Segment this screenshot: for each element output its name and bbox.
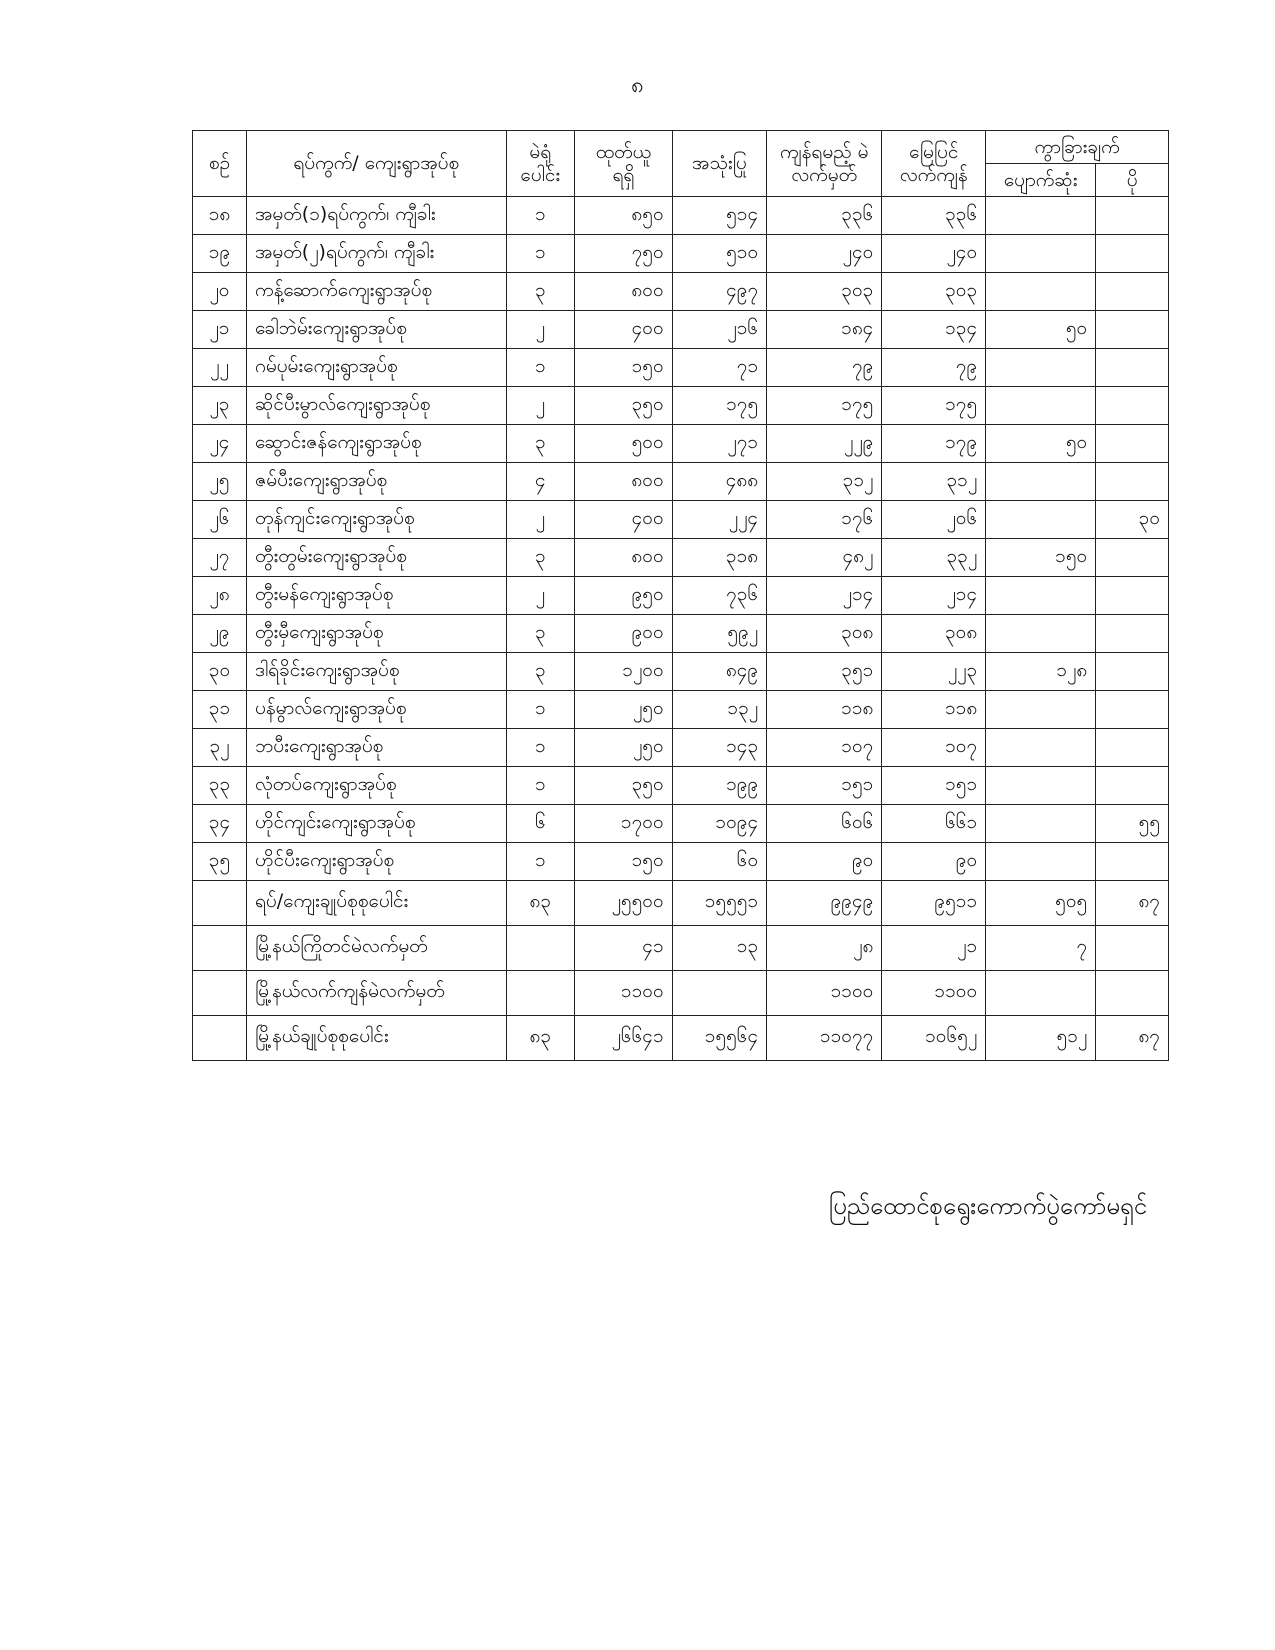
booths-cell: ၃ bbox=[506, 615, 575, 653]
booths-cell: ၈၃ bbox=[506, 881, 575, 926]
returned-cell: ၂၄၀ bbox=[882, 235, 986, 273]
returned-cell: ၃၃၆ bbox=[882, 197, 986, 235]
ward-village-cell: တွီးမှီကျေးရွာအုပ်စု bbox=[246, 615, 506, 653]
ward-village-cell: ပန်မွာလ်ကျေးရွာအုပ်စု bbox=[246, 691, 506, 729]
remaining-cell: ၉၀ bbox=[767, 843, 882, 881]
booths-cell: ၁ bbox=[506, 235, 575, 273]
remaining-cell: ၃၁၂ bbox=[767, 463, 882, 501]
booths-cell: ၂ bbox=[506, 577, 575, 615]
remaining-cell: ၁၁၀၇၇ bbox=[767, 1016, 882, 1061]
ward-village-cell: ခေါဘဲမ်းကျေးရွာအုပ်စု bbox=[246, 311, 506, 349]
serial-cell: ၁၉ bbox=[193, 235, 247, 273]
booths-cell: ၁ bbox=[506, 767, 575, 805]
table-row bbox=[193, 539, 1169, 577]
returned-cell: ၁၁၈ bbox=[882, 691, 986, 729]
table-row bbox=[193, 729, 1169, 767]
missing-cell bbox=[986, 805, 1096, 843]
excess-cell: ၃၀ bbox=[1096, 501, 1169, 539]
issued-cell: ၉၅၀ bbox=[575, 577, 673, 615]
returned-cell: ၇၉ bbox=[882, 349, 986, 387]
returned-cell: ၃၀၃ bbox=[882, 273, 986, 311]
issued-cell: ၁၇၀၀ bbox=[575, 805, 673, 843]
ward-village-cell: ဟိုင်ကျင်းကျေးရွာအုပ်စု bbox=[246, 805, 506, 843]
booths-cell bbox=[506, 926, 575, 971]
booths-cell: ၆ bbox=[506, 805, 575, 843]
excess-cell bbox=[1096, 311, 1169, 349]
missing-cell: ၅၀ bbox=[986, 425, 1096, 463]
missing-cell bbox=[986, 197, 1096, 235]
table-row bbox=[193, 197, 1169, 235]
table-row bbox=[193, 653, 1169, 691]
remaining-cell: ၂၂၉ bbox=[767, 425, 882, 463]
total-row bbox=[193, 926, 1169, 971]
returned-cell: ၃၀၈ bbox=[882, 615, 986, 653]
booths-cell: ၁ bbox=[506, 843, 575, 881]
remaining-cell: ၂၄၀ bbox=[767, 235, 882, 273]
used-cell: ၁၄၃ bbox=[672, 729, 766, 767]
excess-cell bbox=[1096, 971, 1169, 1016]
missing-cell bbox=[986, 387, 1096, 425]
header-difference: ကွာခြားချက် bbox=[986, 131, 1169, 164]
total-row bbox=[193, 1016, 1169, 1061]
used-cell: ၄၈၈ bbox=[672, 463, 766, 501]
header-booths: မဲရုံ ပေါင်း bbox=[506, 131, 575, 197]
booths-cell: ၁ bbox=[506, 197, 575, 235]
ward-village-cell: ကန့်ဆောက်ကျေးရွာအုပ်စု bbox=[246, 273, 506, 311]
excess-cell bbox=[1096, 235, 1169, 273]
remaining-cell: ၇၉ bbox=[767, 349, 882, 387]
remaining-cell: ၉၉၄၉ bbox=[767, 881, 882, 926]
missing-cell bbox=[986, 843, 1096, 881]
remaining-cell: ၃၃၆ bbox=[767, 197, 882, 235]
issued-cell: ၇၅၀ bbox=[575, 235, 673, 273]
serial-cell: ၃၀ bbox=[193, 653, 247, 691]
used-cell: ၁၀၉၄ bbox=[672, 805, 766, 843]
returned-cell: ၉၀ bbox=[882, 843, 986, 881]
missing-cell bbox=[986, 463, 1096, 501]
remaining-cell: ၂၁၄ bbox=[767, 577, 882, 615]
issued-cell: ၄၁ bbox=[575, 926, 673, 971]
table-row bbox=[193, 501, 1169, 539]
serial-cell bbox=[193, 881, 247, 926]
issued-cell: ၁၅၀ bbox=[575, 843, 673, 881]
returned-cell: ၁၁၀၀ bbox=[882, 971, 986, 1016]
returned-cell: ၁၅၁ bbox=[882, 767, 986, 805]
used-cell: ၆၀ bbox=[672, 843, 766, 881]
ward-village-cell: ဇမ်ပီးကျေးရွာအုပ်စု bbox=[246, 463, 506, 501]
used-cell: ၅၁၄ bbox=[672, 197, 766, 235]
returned-cell: ၁၀၆၅၂ bbox=[882, 1016, 986, 1061]
missing-cell: ၅၀ bbox=[986, 311, 1096, 349]
issued-cell: ၅၀၀ bbox=[575, 425, 673, 463]
serial-cell: ၂၉ bbox=[193, 615, 247, 653]
page-number: ၈ bbox=[631, 73, 644, 98]
serial-cell: ၃၄ bbox=[193, 805, 247, 843]
used-cell: ၇၁ bbox=[672, 349, 766, 387]
missing-cell bbox=[986, 501, 1096, 539]
signature-text: ပြည်ထောင်စုရွေးကောက်ပွဲကော်မရှင် bbox=[829, 1192, 1147, 1220]
header-remaining-ballots: ကျန်ရမည့် မဲလက်မှတ် bbox=[767, 131, 882, 197]
serial-cell: ၂၃ bbox=[193, 387, 247, 425]
ward-village-cell: မြို့နယ်လက်ကျန်မဲလက်မှတ် bbox=[246, 971, 506, 1016]
table-row bbox=[193, 691, 1169, 729]
missing-cell bbox=[986, 729, 1096, 767]
issued-cell: ၈၀၀ bbox=[575, 463, 673, 501]
ward-village-cell: ရပ်/ကျေးချုပ်စုစုပေါင်း bbox=[246, 881, 506, 926]
ward-village-cell: တွီးတွမ်းကျေးရွာအုပ်စု bbox=[246, 539, 506, 577]
table-row bbox=[193, 463, 1169, 501]
ballot-tally-table bbox=[192, 130, 1169, 1061]
serial-cell bbox=[193, 926, 247, 971]
header-missing: ပျောက်ဆုံး bbox=[986, 164, 1096, 197]
used-cell: ၂၇၁ bbox=[672, 425, 766, 463]
excess-cell bbox=[1096, 273, 1169, 311]
ward-village-cell: အမှတ်(၁)ရပ်ကွက်၊ ကျီခါး bbox=[246, 197, 506, 235]
excess-cell bbox=[1096, 425, 1169, 463]
issued-cell: ၁၂၀၀ bbox=[575, 653, 673, 691]
issued-cell: ၄၀၀ bbox=[575, 501, 673, 539]
table-row bbox=[193, 577, 1169, 615]
table-row bbox=[193, 767, 1169, 805]
missing-cell: ၅၀၅ bbox=[986, 881, 1096, 926]
header-ward-village: ရပ်ကွက်/ ကျေးရွာအုပ်စု bbox=[246, 131, 506, 197]
issued-cell: ၁၅၀ bbox=[575, 349, 673, 387]
excess-cell: ၈၇ bbox=[1096, 881, 1169, 926]
serial-cell: ၂၈ bbox=[193, 577, 247, 615]
excess-cell bbox=[1096, 615, 1169, 653]
ward-village-cell: ဆိုင်ပီးမွာလ်ကျေးရွာအုပ်စု bbox=[246, 387, 506, 425]
missing-cell bbox=[986, 235, 1096, 273]
remaining-cell: ၁၇၅ bbox=[767, 387, 882, 425]
returned-cell: ၂၀၆ bbox=[882, 501, 986, 539]
excess-cell bbox=[1096, 691, 1169, 729]
used-cell: ၁၃ bbox=[672, 926, 766, 971]
remaining-cell: ၁၈၄ bbox=[767, 311, 882, 349]
table-row bbox=[193, 387, 1169, 425]
table-row bbox=[193, 615, 1169, 653]
table-row bbox=[193, 425, 1169, 463]
used-cell: ၅၉၂ bbox=[672, 615, 766, 653]
ward-village-cell: ဘပီးကျေးရွာအုပ်စု bbox=[246, 729, 506, 767]
returned-cell: ၂၁ bbox=[882, 926, 986, 971]
used-cell: ၅၁၀ bbox=[672, 235, 766, 273]
table-row bbox=[193, 843, 1169, 881]
remaining-cell: ၁၁၀၀ bbox=[767, 971, 882, 1016]
remaining-cell: ၁၅၁ bbox=[767, 767, 882, 805]
booths-cell bbox=[506, 971, 575, 1016]
table-header bbox=[193, 131, 1169, 197]
booths-cell: ၁ bbox=[506, 729, 575, 767]
header-used: အသုံးပြု bbox=[672, 131, 766, 197]
serial-cell: ၂၂ bbox=[193, 349, 247, 387]
serial-cell: ၂၇ bbox=[193, 539, 247, 577]
excess-cell bbox=[1096, 653, 1169, 691]
serial-cell: ၂၀ bbox=[193, 273, 247, 311]
used-cell: ၃၁၈ bbox=[672, 539, 766, 577]
excess-cell bbox=[1096, 539, 1169, 577]
booths-cell: ၁ bbox=[506, 691, 575, 729]
serial-cell: ၃၂ bbox=[193, 729, 247, 767]
ward-village-cell: တုန်ကျင်းကျေးရွာအုပ်စု bbox=[246, 501, 506, 539]
header-returned: မြေပြင် လက်ကျန် bbox=[882, 131, 986, 197]
used-cell: ၁၉၉ bbox=[672, 767, 766, 805]
used-cell bbox=[672, 971, 766, 1016]
serial-cell: ၃၃ bbox=[193, 767, 247, 805]
issued-cell: ၂၅၅၀၀ bbox=[575, 881, 673, 926]
serial-cell: ၂၁ bbox=[193, 311, 247, 349]
booths-cell: ၂ bbox=[506, 387, 575, 425]
remaining-cell: ၆၀၆ bbox=[767, 805, 882, 843]
returned-cell: ၆၆၁ bbox=[882, 805, 986, 843]
excess-cell: ၅၅ bbox=[1096, 805, 1169, 843]
used-cell: ၁၅၅၅၁ bbox=[672, 881, 766, 926]
ward-village-cell: လုံတပ်ကျေးရွာအုပ်စု bbox=[246, 767, 506, 805]
booths-cell: ၃ bbox=[506, 273, 575, 311]
header-issued: ထုတ်ယူ ရရှိ bbox=[575, 131, 673, 197]
remaining-cell: ၃၅၁ bbox=[767, 653, 882, 691]
ward-village-cell: ဟိုင်ပီးကျေးရွာအုပ်စု bbox=[246, 843, 506, 881]
serial-cell: ၁၈ bbox=[193, 197, 247, 235]
used-cell: ၁၇၅ bbox=[672, 387, 766, 425]
booths-cell: ၃ bbox=[506, 425, 575, 463]
used-cell: ၇၃၆ bbox=[672, 577, 766, 615]
remaining-cell: ၂၈ bbox=[767, 926, 882, 971]
ward-village-cell: ဆွောင်းဇန်ကျေးရွာအုပ်စု bbox=[246, 425, 506, 463]
used-cell: ၈၄၉ bbox=[672, 653, 766, 691]
table-row bbox=[193, 805, 1169, 843]
header-excess: ပို bbox=[1096, 164, 1169, 197]
issued-cell: ၁၁၀၀ bbox=[575, 971, 673, 1016]
ward-village-cell: ဒါရ်ခိုင်းကျေးရွာအုပ်စု bbox=[246, 653, 506, 691]
serial-cell: ၂၄ bbox=[193, 425, 247, 463]
used-cell: ၁၅၅၆၄ bbox=[672, 1016, 766, 1061]
issued-cell: ၃၅၀ bbox=[575, 387, 673, 425]
missing-cell bbox=[986, 971, 1096, 1016]
excess-cell bbox=[1096, 463, 1169, 501]
excess-cell bbox=[1096, 577, 1169, 615]
table-row bbox=[193, 311, 1169, 349]
booths-cell: ၂ bbox=[506, 311, 575, 349]
returned-cell: ၁၇၉ bbox=[882, 425, 986, 463]
returned-cell: ၁၇၅ bbox=[882, 387, 986, 425]
ward-village-cell: မြို့နယ်ကြိုတင်မဲလက်မှတ် bbox=[246, 926, 506, 971]
returned-cell: ၉၅၁၁ bbox=[882, 881, 986, 926]
missing-cell: ၁၂၈ bbox=[986, 653, 1096, 691]
remaining-cell: ၄၈၂ bbox=[767, 539, 882, 577]
remaining-cell: ၃၀၃ bbox=[767, 273, 882, 311]
remaining-cell: ၃၀၈ bbox=[767, 615, 882, 653]
remaining-cell: ၁၀၇ bbox=[767, 729, 882, 767]
ward-village-cell: တွီးမန်ကျေးရွာအုပ်စု bbox=[246, 577, 506, 615]
returned-cell: ၃၁၂ bbox=[882, 463, 986, 501]
returned-cell: ၂၂၃ bbox=[882, 653, 986, 691]
remaining-cell: ၁၇၆ bbox=[767, 501, 882, 539]
excess-cell bbox=[1096, 349, 1169, 387]
returned-cell: ၂၁၄ bbox=[882, 577, 986, 615]
missing-cell bbox=[986, 767, 1096, 805]
table-row bbox=[193, 235, 1169, 273]
serial-cell: ၂၆ bbox=[193, 501, 247, 539]
booths-cell: ၈၃ bbox=[506, 1016, 575, 1061]
booths-cell: ၄ bbox=[506, 463, 575, 501]
issued-cell: ၈၀၀ bbox=[575, 273, 673, 311]
missing-cell bbox=[986, 349, 1096, 387]
issued-cell: ၃၅၀ bbox=[575, 767, 673, 805]
returned-cell: ၁၀၇ bbox=[882, 729, 986, 767]
total-row bbox=[193, 881, 1169, 926]
ward-village-cell: မြို့နယ်ချုပ်စုစုပေါင်း bbox=[246, 1016, 506, 1061]
issued-cell: ၄၀၀ bbox=[575, 311, 673, 349]
table-row bbox=[193, 273, 1169, 311]
serial-cell bbox=[193, 971, 247, 1016]
excess-cell: ၈၇ bbox=[1096, 1016, 1169, 1061]
missing-cell: ၇ bbox=[986, 926, 1096, 971]
excess-cell bbox=[1096, 843, 1169, 881]
missing-cell bbox=[986, 691, 1096, 729]
remaining-cell: ၁၁၈ bbox=[767, 691, 882, 729]
issued-cell: ၈၀၀ bbox=[575, 539, 673, 577]
excess-cell bbox=[1096, 729, 1169, 767]
booths-cell: ၃ bbox=[506, 653, 575, 691]
issued-cell: ၈၅၀ bbox=[575, 197, 673, 235]
missing-cell bbox=[986, 615, 1096, 653]
serial-cell: ၃၁ bbox=[193, 691, 247, 729]
ward-village-cell: ဂမ်ပုမ်းကျေးရွာအုပ်စု bbox=[246, 349, 506, 387]
serial-cell: ၂၅ bbox=[193, 463, 247, 501]
returned-cell: ၃၃၂ bbox=[882, 539, 986, 577]
missing-cell: ၅၁၂ bbox=[986, 1016, 1096, 1061]
issued-cell: ၂၅၀ bbox=[575, 729, 673, 767]
serial-cell bbox=[193, 1016, 247, 1061]
used-cell: ၂၁၆ bbox=[672, 311, 766, 349]
excess-cell bbox=[1096, 387, 1169, 425]
used-cell: ၁၃၂ bbox=[672, 691, 766, 729]
returned-cell: ၁၃၄ bbox=[882, 311, 986, 349]
used-cell: ၄၉၇ bbox=[672, 273, 766, 311]
table-body bbox=[193, 197, 1169, 1061]
missing-cell bbox=[986, 273, 1096, 311]
excess-cell bbox=[1096, 197, 1169, 235]
header-serial: စဉ် bbox=[193, 131, 247, 197]
used-cell: ၂၂၄ bbox=[672, 501, 766, 539]
issued-cell: ၂၅၀ bbox=[575, 691, 673, 729]
missing-cell bbox=[986, 577, 1096, 615]
table-row bbox=[193, 349, 1169, 387]
booths-cell: ၂ bbox=[506, 501, 575, 539]
excess-cell bbox=[1096, 767, 1169, 805]
booths-cell: ၃ bbox=[506, 539, 575, 577]
serial-cell: ၃၅ bbox=[193, 843, 247, 881]
excess-cell bbox=[1096, 926, 1169, 971]
issued-cell: ၉၀၀ bbox=[575, 615, 673, 653]
booths-cell: ၁ bbox=[506, 349, 575, 387]
ward-village-cell: အမှတ်(၂)ရပ်ကွက်၊ ကျီခါး bbox=[246, 235, 506, 273]
total-row bbox=[193, 971, 1169, 1016]
missing-cell: ၁၅၀ bbox=[986, 539, 1096, 577]
issued-cell: ၂၆၆၄၁ bbox=[575, 1016, 673, 1061]
